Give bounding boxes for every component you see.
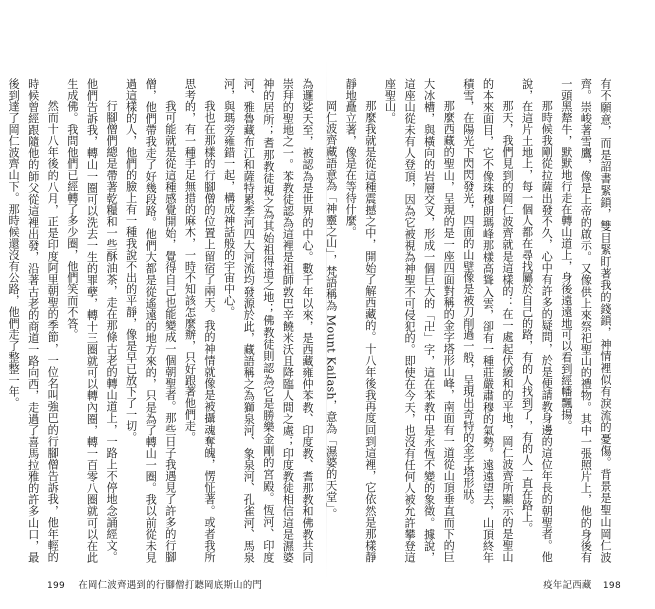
left-paragraph-3: 我可能就是從這種感覺開始，覺得自己也能變成一個朝聖者。那些日子我遇見了許多的行腳僧，他們帶我走了好幾段路。他們大都是從遙遠的地方來的，只是為了轉山一圈。我以前從未見過這樣的人，他們的臉上有一種我說不出的平靜，像是早已放下了一切。 [124,78,177,563]
right-paragraph-5: 那麼我就是從這種震撼之中，開始了解西藏的。十八年後我再度回到這裡，它依然是那樣靜靜地矗立著，像是在等待什麼。 [344,78,377,563]
left-running-head: 在岡仁波齊遇到的行腳僧打聽岡底斯山的門 [78,580,263,591]
right-running-head: 疫年記西藏 [543,580,592,591]
right-page-text [324,78,615,563]
right-paragraph-1: 有不願意，而是詔書緊鎖，雙目緊盯著我的錢鎖，神情裡似有淚流的憂傷。背景是聖山岡仁波齊。崇峻著雪鷹，像是上帝的啟示。又像供上來祭祀聖山的禮物。其中一張照片上，他的身後有一頭黑犛牛，默默地行走在轉山道上，身後遠遠地可以看到經幡飄揚。 [559,78,612,563]
right-page-number: 198 [602,581,621,591]
left-page-text [7,78,317,563]
left-page-number: 199 [47,581,66,591]
right-page-footer [543,580,621,592]
right-paragraph-6: 岡仁波齊藏語意為「神靈之山」，梵語稱為 Mount Kailash，意為「濕婆的天堂」。 [324,100,338,520]
left-page [0,0,327,609]
right-paragraph-3: 那天，我們見到的岡仁波齊就是這樣的：在一處起伏緩和的平地，岡仁波齊所顯示的是聖山的本來面目，它不像珠穆朗瑪峰那樣高聳入雲，卻有一種莊嚴肅穆的氣勢。遠遠望去，山頂終年積雪，在陽光下閃閃發光，四面的山壁像是被刀削過一般，呈現出奇特的金字塔形狀。 [461,78,515,563]
left-paragraph-6 [0,78,4,563]
left-page-footer [47,580,262,592]
left-paragraph-2: 我也在那樣的行腳僧的位置上留宿了兩天。我的神情就像是被攝魂奪魄，愣怔著。或者我所思考的，有一種手足無措的麻木，一時不知該怎麼辦，只好跟著他們走。 [183,78,217,563]
left-paragraph-4: 行腳僧們總是帶著乾糧和一些酥油茶，走在那條古老的轉山道上，一路上不停地念誦經文。他們告訴我，轉山一圈可以洗去一生的罪孽，轉十三圈就可以轉內圈，轉一百零八圈就可以在此生成佛。我問他們已經轉了多少圈，他們笑而不答。 [65,78,119,563]
left-paragraph-1: 為邏娑天至，被認為是世界的中心。數千年以來，是西藏雍仲苯教、印度教、耆那教和佛教共同崇拜的聖地之一。苯教徒認為這裡是祖師敦巴辛饒米沃且降臨人間之處；印度教徒相信這是濕婆神的居所；耆那教徒視之為其始祖得道之地；佛教徒則認為它是勝樂金剛的宮殿。恆河、印度河、雅魯藏布江和薩特累季河四大河流均發源於此，藏語稱之為獅泉河、象泉河、孔雀河、馬泉河，與瑪旁雍錯一起，構成神話般的宇宙中心。 [222,78,314,563]
right-paragraph-4: 那麼西藏的聖山，呈現的是一座四面對稱的金字塔形山峰，南面有一道從山頂垂直而下的巨大冰槽，與橫向的岩層交叉，形成一個巨大的「卍」字，這在苯教中是永恆不變的象徵。據說，這座山從未有人登頂，因為它被視為神聖不可侵犯的。即使在今天，也沒有任何人被允許攀登這座聖山。 [383,78,456,563]
right-page [324,0,655,609]
right-paragraph-2: 那時候我剛從拉薩出發不久，心中有許多的疑問，於是便請教身邊的這位年長的朝聖者。他說，在這片土地上，每一個人都在尋找屬於自己的路，有的人找到了，有的人一直在路上。 [520,78,554,563]
left-paragraph-5: 然而十八年後的八月，正是印度阿里朝聖的季節，一位名叫強巴的行腳僧告訴我，他年輕的時候曾經跟隨他的師父從這裡出發，沿著古老的商道一路向西，走過了喜馬拉雅的許多山口，最後到達了岡仁波齊山下。那時候還沒有公路，他們走了整整一年。 [7,78,60,563]
